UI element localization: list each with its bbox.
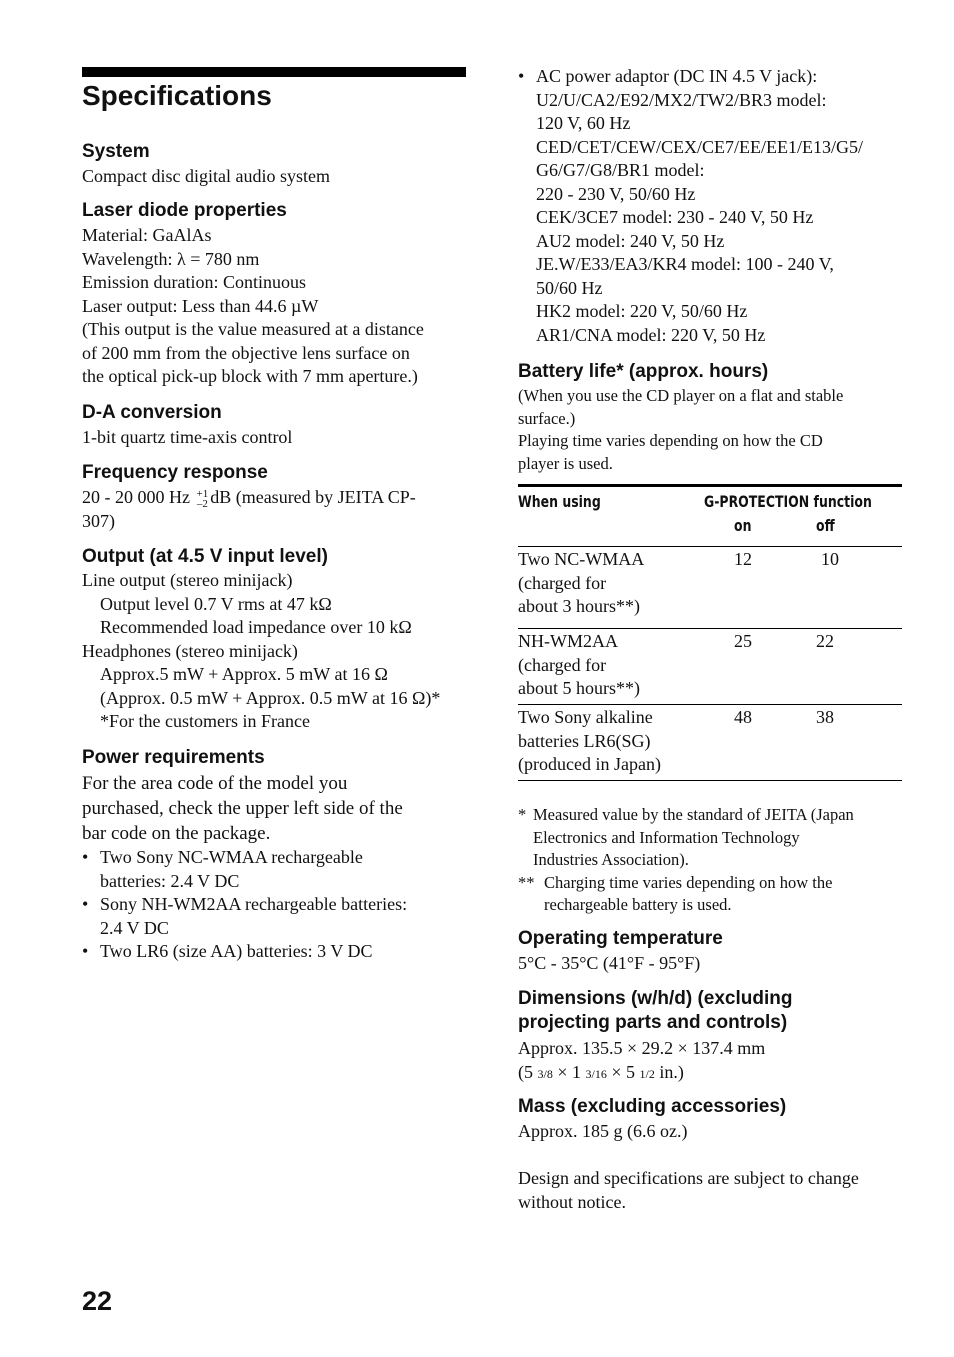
freq-range: 20 - 20 000 Hz <box>82 487 190 507</box>
line-output-label: Line output (stereo minijack) <box>82 570 293 590</box>
ac-line: 120 V, 60 Hz <box>536 113 631 133</box>
laser-lines <box>82 224 472 389</box>
power-intro-line: bar code on the package. <box>82 823 271 844</box>
row-label-line: about 3 hours**) <box>518 596 640 616</box>
battery-heading: Battery life* (approx. hours) <box>518 361 769 382</box>
row-on-value: 12 <box>734 549 752 569</box>
tol-plus: +1 <box>196 488 209 500</box>
ac-line: 50/60 Hz <box>536 277 603 298</box>
dims-in-part: × 5 <box>611 1061 635 1082</box>
row-off-value: 38 <box>816 707 834 727</box>
row-label <box>518 630 640 701</box>
table-row <box>518 547 902 629</box>
temp-text: 5°C - 35°C (41°F - 95°F) <box>518 953 701 973</box>
system-heading: System <box>82 141 150 162</box>
power-intro <box>82 771 472 846</box>
ac-line: JE.W/E33/EA3/KR4 model: 100 - 240 V, <box>536 254 834 274</box>
da-text: 1-bit quartz time-axis control <box>82 427 293 447</box>
temp-heading: Operating temperature <box>518 928 723 949</box>
power-heading: Power requirements <box>82 747 265 768</box>
ac-line: G6/G7/G8/BR1 model: <box>536 160 705 180</box>
row-off-value: 10 <box>821 549 839 569</box>
dims-heading-line: Dimensions (w/h/d) (excluding <box>518 988 793 1009</box>
footnote-line: Measured value by the standard of JEITA (Japan <box>533 805 854 824</box>
bullet: • <box>82 847 89 867</box>
power-intro-line: purchased, check the upper left side of the <box>82 798 403 819</box>
dims-text <box>518 1037 918 1086</box>
row-on-value: 25 <box>734 631 752 651</box>
output-lines <box>82 569 482 734</box>
ac-line: AC power adaptor (DC IN 4.5 V jack): <box>536 66 818 86</box>
power-intro-line: For the area code of the model you <box>82 773 348 794</box>
table-row <box>518 629 902 705</box>
ac-line: AU2 model: 240 V, 50 Hz <box>536 230 725 251</box>
battery-notes <box>518 385 908 475</box>
power-item-line: Two Sony NC-WMAA rechargeable <box>100 847 363 867</box>
ac-line: CEK/3CE7 model: 230 - 240 V, 50 Hz <box>536 207 814 227</box>
page-number: 22 <box>82 1286 113 1316</box>
power-list-item <box>82 940 472 964</box>
ac-line: U2/U/CA2/E92/MX2/TW2/BR3 model: <box>536 89 827 110</box>
laser-line: the optical pick-up block with 7 mm aperture.) <box>82 366 418 386</box>
power-list-item <box>82 893 472 940</box>
power-item-line: batteries: 2.4 V DC <box>100 870 240 891</box>
ac-adaptor <box>518 65 918 347</box>
power-list-item <box>82 846 472 893</box>
laser-heading: Laser diode properties <box>82 200 287 221</box>
table-row <box>518 705 902 781</box>
laser-line: Laser output: Less than 44.6 µW <box>82 295 319 316</box>
power-item-line: 2.4 V DC <box>100 917 169 938</box>
footnote-line: Industries Association). <box>533 850 689 869</box>
row-label-line: (produced in Japan) <box>518 754 661 774</box>
bullet: • <box>82 941 89 961</box>
battery-note-line: (When you use the CD player on a flat and stable <box>518 386 844 405</box>
notice-line: Design and specifications are subject to change <box>518 1168 859 1188</box>
col-off: off <box>816 516 835 535</box>
headphones-output-2: (Approx. 0.5 mW + Approx. 0.5 mW at 16 Ω)* <box>100 687 441 708</box>
system-text: Compact disc digital audio system <box>82 166 330 186</box>
battery-note-line: Playing time varies depending on how the CD <box>518 431 823 450</box>
laser-line: Emission duration: Continuous <box>82 272 307 292</box>
laser-line: Wavelength: λ = 780 nm <box>82 248 260 269</box>
freq-line2: 307) <box>82 510 115 531</box>
power-list <box>82 846 472 964</box>
dims-in-part: in.) <box>659 1061 684 1082</box>
output-heading: Output (at 4.5 V input level) <box>82 546 328 567</box>
battery-note-line: surface.) <box>518 408 576 428</box>
row-label-line: (charged for <box>518 654 607 675</box>
line-output-level: Output level 0.7 V rms at 47 kΩ <box>100 593 332 614</box>
battery-footnotes <box>518 804 908 917</box>
row-label-line: NH-WM2AA <box>518 631 618 651</box>
title-rule <box>82 67 466 77</box>
col-on: on <box>734 516 752 535</box>
line-output-load: Recommended load impedance over 10 kΩ <box>100 617 412 637</box>
row-off-value: 22 <box>816 631 834 651</box>
laser-line: (This output is the value measured at a distance <box>82 319 424 339</box>
freq-heading: Frequency response <box>82 462 268 483</box>
footnote-mark: ** <box>518 872 535 892</box>
footnote-mark: * <box>518 805 527 824</box>
row-label <box>518 706 661 777</box>
da-heading: D-A conversion <box>82 402 222 423</box>
ac-line: CED/CET/CEW/CEX/CE7/EE/EE1/E13/G5/ <box>536 136 863 157</box>
row-label-line: batteries LR6(SG) <box>518 730 651 751</box>
ac-line: HK2 model: 220 V, 50/60 Hz <box>536 301 748 321</box>
power-item-line: Two LR6 (size AA) batteries: 3 V DC <box>100 941 373 961</box>
row-label <box>518 548 644 619</box>
row-on-value: 48 <box>734 707 752 727</box>
dims-fraction: 3/8 <box>537 1066 553 1081</box>
dims-inches <box>518 1061 918 1087</box>
tol-minus: –2 <box>196 498 208 510</box>
battery-note-line: player is used. <box>518 453 613 473</box>
freq-tolerance <box>196 489 208 509</box>
dims-in-part: × 1 <box>557 1061 581 1082</box>
dims-heading-line: projecting parts and controls) <box>518 1012 788 1033</box>
dims-heading <box>518 987 918 1035</box>
row-label-line: Two Sony alkaline <box>518 707 653 727</box>
dims-fraction: 3/16 <box>585 1066 607 1081</box>
col-when-using: When using <box>518 492 601 511</box>
footnote <box>518 804 908 872</box>
headphones-output-1: Approx.5 mW + Approx. 5 mW at 16 Ω <box>100 664 388 684</box>
ac-line: 220 - 230 V, 50/60 Hz <box>536 183 696 204</box>
freq-post: dB (measured by JEITA CP- <box>210 487 416 507</box>
row-label-line: Two NC-WMAA <box>518 549 645 569</box>
mass-text: Approx. 185 g (6.6 oz.) <box>518 1121 688 1141</box>
row-label-line: (charged for <box>518 572 607 593</box>
dims-fraction: 1/2 <box>639 1066 655 1081</box>
dims-mm: Approx. 135.5 × 29.2 × 137.4 mm <box>518 1038 766 1058</box>
table-header <box>518 487 902 547</box>
bullet: • <box>518 66 525 86</box>
ac-adaptor-item <box>518 65 918 347</box>
headphones-note: *For the customers in France <box>100 711 310 731</box>
mass-heading: Mass (excluding accessories) <box>518 1096 787 1117</box>
row-label-line: about 5 hours**) <box>518 678 640 698</box>
col-g-protection: G-PROTECTION function <box>704 492 872 511</box>
laser-line: Material: GaAlAs <box>82 225 212 245</box>
bullet: • <box>82 894 89 914</box>
page-title: Specifications <box>82 80 272 111</box>
freq-text <box>82 486 472 533</box>
ac-line: AR1/CNA model: 220 V, 50 Hz <box>536 324 766 345</box>
dims-in-part: (5 <box>518 1061 533 1082</box>
footnote-line: rechargeable battery is used. <box>544 895 732 914</box>
footnote <box>518 872 908 917</box>
laser-line: of 200 mm from the objective lens surface on <box>82 342 410 363</box>
footnote-line: Electronics and Information Technology <box>533 827 800 847</box>
battery-life-table <box>518 484 902 781</box>
headphones-label: Headphones (stereo minijack) <box>82 640 298 661</box>
notice <box>518 1167 918 1214</box>
power-item-line: Sony NH-WM2AA rechargeable batteries: <box>100 894 408 914</box>
footnote-line: Charging time varies depending on how the <box>544 872 833 892</box>
notice-line: without notice. <box>518 1191 626 1212</box>
